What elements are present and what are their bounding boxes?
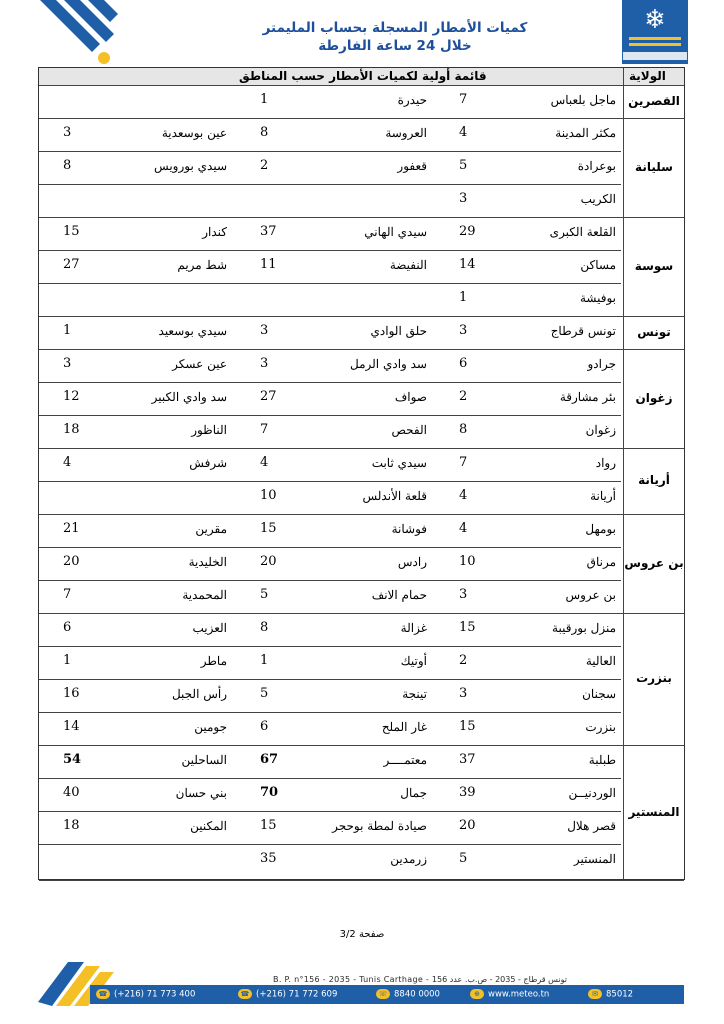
page-number: صفحة 3/2	[339, 929, 385, 940]
governorate-divider	[39, 217, 684, 218]
waves-icon	[629, 37, 681, 49]
rainfall-value: 7	[459, 92, 468, 107]
station-name: طبلبة	[588, 753, 616, 767]
document-title: كميات الأمطار المسجلة بحساب المليمتر	[262, 20, 528, 36]
station-name: شرفش	[189, 456, 227, 470]
rainfall-value: 1	[260, 92, 269, 107]
station-name: بئر مشارقة	[559, 390, 616, 404]
rainfall-value: 27	[260, 389, 277, 404]
station-name: زغوان	[585, 423, 616, 437]
rainfall-value: 3	[459, 323, 468, 338]
rainfall-value: 1	[63, 323, 72, 338]
rainfall-value: 21	[63, 521, 80, 536]
rainfall-value: 18	[63, 422, 80, 437]
rainfall-value: 29	[459, 224, 476, 239]
station-name: الناظور	[191, 423, 227, 437]
station-name: أريانة	[590, 489, 616, 503]
station-name: المحمدية	[182, 588, 227, 602]
station-name: النفيضة	[389, 258, 427, 272]
governorate-label: المنستير	[628, 804, 680, 819]
footer-website[interactable]: ⊕ www.meteo.tn	[470, 989, 549, 1000]
footer-address: B. P. n°156 - 2035 - Tunis Carthage - تونس قرطاج - 2035 - ص.ب. عدد 156	[273, 975, 567, 984]
header-stripes	[0, 0, 130, 70]
station-name: صيادة لمطة بوحجر	[332, 819, 427, 833]
rainfall-value: 15	[63, 224, 80, 239]
free-call-icon: ☏	[376, 989, 390, 999]
station-name: سجنان	[582, 687, 616, 701]
governorate-divider	[39, 448, 684, 449]
rainfall-value: 3	[459, 191, 468, 206]
station-name: الوردنيــن	[568, 786, 616, 800]
governorate-divider	[39, 349, 684, 350]
rainfall-value: 16	[63, 686, 80, 701]
rainfall-value: 4	[63, 455, 72, 470]
rainfall-value: 39	[459, 785, 476, 800]
sub-row-divider	[39, 646, 621, 647]
governorate-label: بن عروس	[624, 555, 684, 570]
rainfall-value: 2	[260, 158, 269, 173]
rainfall-value: 7	[260, 422, 269, 437]
station-name: جرادو	[587, 357, 616, 371]
station-name: تينجة	[402, 687, 427, 701]
station-name: مكثر المدينة	[555, 126, 616, 140]
governorate-label: زغوان	[635, 390, 673, 405]
rainfall-value: 35	[260, 851, 277, 866]
station-name: مرناق	[586, 555, 616, 569]
station-name: قصر هلال	[567, 819, 616, 833]
station-name: شط مريم	[177, 258, 227, 272]
sub-row-divider	[39, 547, 621, 548]
sub-row-divider	[39, 712, 621, 713]
rainfall-value: 1	[260, 653, 269, 668]
rainfall-value: 8	[459, 422, 468, 437]
station-name: غزالة	[400, 621, 427, 635]
station-name: رواد	[595, 456, 616, 470]
station-name: سيدي الهاني	[364, 225, 427, 239]
sub-row-divider	[39, 382, 621, 383]
station-name: عين بوسعدية	[161, 126, 227, 140]
rainfall-value: 6	[459, 356, 468, 371]
station-name: مساكن	[580, 258, 616, 272]
station-name: سد وادي الكبير	[151, 390, 227, 404]
station-name: ماجل بلعباس	[550, 93, 616, 107]
station-name: بني حسان	[175, 786, 227, 800]
rainfall-table	[38, 67, 685, 880]
logo-caption-band	[623, 52, 687, 60]
station-name: رأس الجبل	[171, 687, 227, 701]
rainfall-value: 15	[459, 620, 476, 635]
sub-row-divider	[39, 415, 621, 416]
rainfall-value: 11	[260, 257, 277, 272]
governorate-divider	[39, 745, 684, 746]
station-name: سيدي ثابت	[371, 456, 427, 470]
rainfall-value: 54	[63, 752, 82, 767]
rainfall-value: 6	[260, 719, 269, 734]
rainfall-value: 4	[459, 488, 468, 503]
rainfall-value: 3	[260, 323, 269, 338]
rainfall-value: 8	[260, 620, 269, 635]
rainfall-value: 20	[260, 554, 277, 569]
document-subtitle: خلال 24 ساعة الفارطة	[318, 38, 472, 54]
rainfall-value: 1	[63, 653, 72, 668]
snowflake-icon: ❄	[644, 5, 666, 35]
rainfall-value: 37	[260, 224, 277, 239]
column-header-list: قائمة أولية لكميات الأمطار حسب المناطق	[239, 69, 487, 83]
sub-row-divider	[39, 679, 621, 680]
sub-row-divider	[39, 184, 621, 185]
station-name: الخليدية	[188, 555, 227, 569]
rainfall-value: 4	[459, 521, 468, 536]
station-name: بوعرادة	[577, 159, 616, 173]
governorate-label: سليانة	[635, 159, 673, 174]
governorate-divider	[39, 118, 684, 119]
rainfall-value: 5	[459, 851, 468, 866]
fax-icon: ☎	[238, 989, 252, 999]
rainfall-value: 70	[260, 785, 279, 800]
station-name: المكنين	[190, 819, 227, 833]
rainfall-value: 10	[459, 554, 476, 569]
station-name: منزل بورقيبة	[552, 621, 616, 635]
rainfall-value: 18	[63, 818, 80, 833]
station-name: قعفور	[397, 159, 427, 173]
rainfall-value: 15	[459, 719, 476, 734]
rainfall-value: 3	[260, 356, 269, 371]
station-name: فوشانة	[391, 522, 427, 536]
station-name: العروسة	[385, 126, 427, 140]
rainfall-value: 8	[260, 125, 269, 140]
rainfall-value: 3	[63, 356, 72, 371]
station-name: حمام الانف	[371, 588, 427, 602]
rainfall-value: 5	[260, 587, 269, 602]
rainfall-value: 37	[459, 752, 476, 767]
station-name: المنستير	[573, 852, 616, 866]
rainfall-value: 2	[459, 389, 468, 404]
rainfall-value: 1	[459, 290, 468, 305]
station-name: بومهل	[585, 522, 616, 536]
station-name: العزيب	[192, 621, 227, 635]
sub-row-divider	[39, 481, 621, 482]
sms-icon: ✉	[588, 989, 602, 999]
governorate-divider	[39, 613, 684, 614]
station-name: زرمدين	[390, 852, 427, 866]
rainfall-value: 10	[260, 488, 277, 503]
rainfall-value: 7	[63, 587, 72, 602]
governorate-divider	[39, 316, 684, 317]
station-name: الكريب	[580, 192, 616, 206]
sub-row-divider	[39, 283, 621, 284]
sub-row-divider	[39, 844, 621, 845]
station-name: الفحص	[391, 423, 427, 437]
footer-phone-2: ☎ (+216) 71 772 609	[238, 989, 337, 1000]
footer-phone-3: ☏ 8840 0000	[376, 989, 440, 1000]
header-divider	[39, 85, 684, 86]
rainfall-value: 5	[459, 158, 468, 173]
station-name: ماطر	[200, 654, 227, 668]
rainfall-value: 15	[260, 818, 277, 833]
station-name: جومين	[194, 720, 227, 734]
sub-row-divider	[39, 778, 621, 779]
sub-row-divider	[39, 811, 621, 812]
governorate-divider	[39, 514, 684, 515]
sub-row-divider	[39, 580, 621, 581]
governorate-label: أريانة	[638, 473, 670, 487]
station-name: القلعة الكبرى	[549, 225, 616, 239]
station-name: كندار	[202, 225, 227, 239]
station-name: بوفيشة	[579, 291, 616, 305]
governorate-label: سوسة	[634, 258, 674, 273]
governorate-label: بنزرت	[636, 671, 672, 685]
station-name: بن عروس	[565, 588, 616, 602]
sub-row-divider	[39, 250, 621, 251]
station-name: العالية	[585, 654, 616, 668]
rainfall-value: 27	[63, 257, 80, 272]
footer-phone-1: ☎ (+216) 71 773 400	[96, 989, 195, 1000]
station-name: عين عسكر	[172, 357, 227, 371]
governorate-label: القصرين	[628, 93, 680, 108]
rainfall-value: 2	[459, 653, 468, 668]
station-name: معتمــــر	[383, 753, 427, 767]
rainfall-value: 3	[459, 587, 468, 602]
station-name: مقرين	[195, 522, 227, 536]
station-name: رادس	[397, 555, 427, 569]
rainfall-value: 67	[260, 752, 279, 767]
sub-row-divider	[39, 151, 621, 152]
rainfall-value: 20	[459, 818, 476, 833]
station-name: سد وادي الرمل	[350, 357, 427, 371]
phone-icon: ☎	[96, 989, 110, 999]
rainfall-value: 40	[63, 785, 80, 800]
rainfall-value: 3	[63, 125, 72, 140]
station-name: سيدي بوسعيد	[158, 324, 227, 338]
rainfall-value: 14	[63, 719, 80, 734]
station-name: قلعة الأندلس	[362, 489, 427, 503]
station-name: حلق الوادي	[370, 324, 427, 338]
governorate-divider	[39, 880, 684, 881]
globe-icon: ⊕	[470, 989, 484, 999]
rainfall-value: 14	[459, 257, 476, 272]
station-name: بنزرت	[585, 720, 616, 734]
station-name: جمال	[400, 786, 427, 800]
institute-logo	[622, 0, 688, 64]
rainfall-value: 3	[459, 686, 468, 701]
station-name: غار الملح	[381, 720, 427, 734]
footer-sms: ✉ 85012	[588, 989, 633, 1000]
rainfall-value: 15	[260, 521, 277, 536]
station-name: الساحلين	[181, 753, 227, 767]
rainfall-value: 4	[459, 125, 468, 140]
station-name: حيدرة	[397, 93, 427, 107]
rainfall-value: 5	[260, 686, 269, 701]
column-header-governorate: الولاية	[629, 69, 666, 83]
rainfall-value: 6	[63, 620, 72, 635]
station-name: سيدي بورويس	[154, 159, 227, 173]
station-name: تونس قرطاج	[550, 324, 616, 338]
rainfall-value: 4	[260, 455, 269, 470]
governorate-label: تونس	[637, 324, 671, 339]
rainfall-value: 7	[459, 455, 468, 470]
station-name: أوتيك	[400, 654, 427, 668]
rainfall-value: 12	[63, 389, 80, 404]
rainfall-value: 20	[63, 554, 80, 569]
station-name: صواف	[394, 390, 427, 404]
rainfall-value: 8	[63, 158, 72, 173]
